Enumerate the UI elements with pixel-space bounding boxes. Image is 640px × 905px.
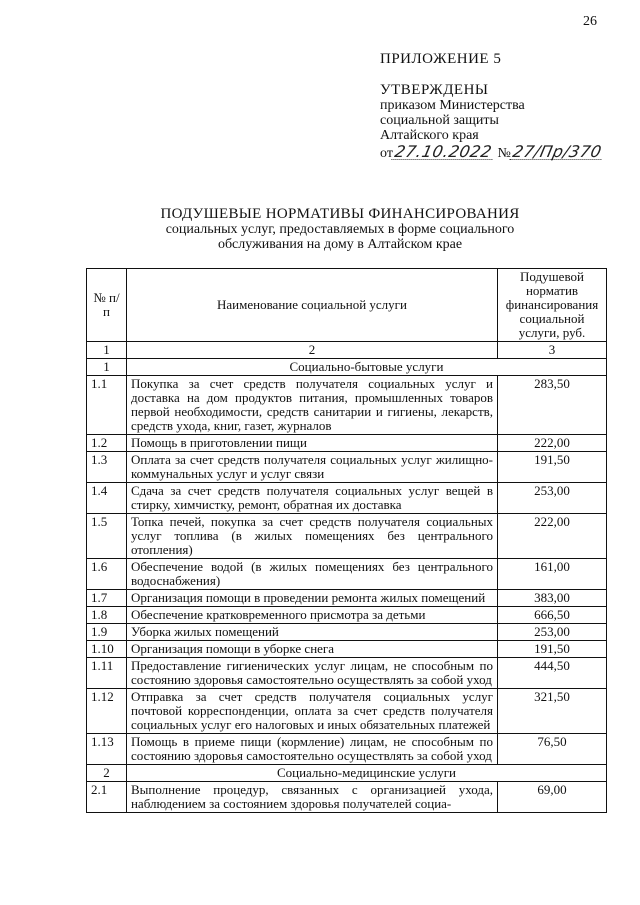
col-number-2: 2 xyxy=(126,342,497,359)
approved-label: УТВЕРЖДЕНЫ xyxy=(380,82,489,98)
services-table xyxy=(86,268,607,813)
row-number: 1.4 xyxy=(87,483,127,514)
service-name: Покупка за счет средств получателя социальных услуг и доставка на дом продуктов питания, промышленных товаров первой необходимости, средств санитарии и гигиены, лекарств, средств ухода, книг, газет, журналов xyxy=(126,376,497,435)
service-price: 69,00 xyxy=(498,782,607,813)
service-price: 76,50 xyxy=(498,734,607,765)
table-row xyxy=(87,435,607,452)
table-row xyxy=(87,658,607,689)
table-row xyxy=(87,782,607,813)
row-number: 1.6 xyxy=(87,559,127,590)
row-number: 1 xyxy=(87,359,127,376)
col-number-3: 3 xyxy=(498,342,607,359)
row-number: 2 xyxy=(87,765,127,782)
document-title xyxy=(120,207,560,252)
table-row xyxy=(87,483,607,514)
title-sub-1: социальных услуг, предоставляемых в форме социального xyxy=(165,222,515,237)
table-row xyxy=(87,607,607,624)
service-price: 383,00 xyxy=(498,590,607,607)
order-prefix: от xyxy=(380,146,393,161)
service-name: Помощь в приеме пищи (кормление) лицам, не способным по состоянию здоровья самостоятельно осуществлять за собой уход xyxy=(126,734,497,765)
row-number: 1.5 xyxy=(87,514,127,559)
section-title: Социально-бытовые услуги xyxy=(126,359,606,376)
table-row xyxy=(87,641,607,658)
row-number: 1.7 xyxy=(87,590,127,607)
service-name: Помощь в приготовлении пищи xyxy=(126,435,497,452)
row-number: 1.11 xyxy=(87,658,127,689)
table-row xyxy=(87,514,607,559)
row-number: 1.13 xyxy=(87,734,127,765)
table-header-row xyxy=(87,269,607,342)
table-row xyxy=(87,452,607,483)
service-price: 444,50 xyxy=(498,658,607,689)
row-number: 1.3 xyxy=(87,452,127,483)
service-name: Организация помощи в уборке снега xyxy=(126,641,497,658)
service-name: Обеспечение кратковременного присмотра за детьми xyxy=(126,607,497,624)
appendix-label: ПРИЛОЖЕНИЕ 5 xyxy=(380,51,502,67)
service-name: Сдача за счет средств получателя социальных услуг вещей в стирку, химчистку, ремонт, обратная их доставка xyxy=(126,483,497,514)
service-name: Обеспечение водой (в жилых помещениях без центрального водоснабжения) xyxy=(126,559,497,590)
service-price: 666,50 xyxy=(498,607,607,624)
col-number-1: 1 xyxy=(87,342,127,359)
service-name: Предоставление гигиенических услуг лицам, не способным по состоянию здоровья самостоятельно осуществлять за собой уход xyxy=(126,658,497,689)
section-title: Социально-медицинские услуги xyxy=(126,765,606,782)
table-row xyxy=(87,734,607,765)
service-price: 161,00 xyxy=(498,559,607,590)
service-name: Топка печей, покупка за счет средств получателя социальных услуг топлива (в жилых помещениях без центрального отопления) xyxy=(126,514,497,559)
service-name: Отправка за счет средств получателя социальных услуг почтовой корреспонденции, оплата за счет средств получателя социальных услуг его налоговых и иных обязательных платежей xyxy=(126,689,497,734)
column-numbers-row xyxy=(87,342,607,359)
service-price: 321,50 xyxy=(498,689,607,734)
order-number: 27/Пр/370 xyxy=(510,142,604,161)
row-number: 1.10 xyxy=(87,641,127,658)
table-row xyxy=(87,689,607,734)
row-number: 1.9 xyxy=(87,624,127,641)
service-name: Оплата за счет средств получателя социальных услуг жилищно-коммунальных услуг и услуг связи xyxy=(126,452,497,483)
order-date: 27.10.2022 xyxy=(393,142,494,161)
title-sub-2: обслуживания на дому в Алтайском крае xyxy=(217,237,463,252)
table-row xyxy=(87,376,607,435)
section-row xyxy=(87,359,607,376)
approval-block xyxy=(380,52,603,161)
header-num: № п/п xyxy=(87,269,127,342)
row-number: 1.2 xyxy=(87,435,127,452)
page-number: 26 xyxy=(583,14,597,29)
approval-line-2: социальной защиты xyxy=(380,113,499,128)
service-price: 222,00 xyxy=(498,435,607,452)
service-price: 191,50 xyxy=(498,452,607,483)
row-number: 2.1 xyxy=(87,782,127,813)
service-name: Организация помощи в проведении ремонта жилых помещений xyxy=(126,590,497,607)
order-line xyxy=(380,144,603,161)
table-row xyxy=(87,559,607,590)
service-price: 222,00 xyxy=(498,514,607,559)
service-price: 191,50 xyxy=(498,641,607,658)
approval-line-1: приказом Министерства xyxy=(380,98,525,113)
header-name: Наименование социальной услуги xyxy=(126,269,497,342)
service-price: 253,00 xyxy=(498,483,607,514)
row-number: 1.12 xyxy=(87,689,127,734)
table-row xyxy=(87,624,607,641)
header-price: Подушевой норматив финансирования социальной услуги, руб. xyxy=(498,269,607,342)
row-number: 1.1 xyxy=(87,376,127,435)
section-row xyxy=(87,765,607,782)
title-main: ПОДУШЕВЫЕ НОРМАТИВЫ ФИНАНСИРОВАНИЯ xyxy=(160,206,520,222)
service-price: 283,50 xyxy=(498,376,607,435)
service-name: Выполнение процедур, связанных с организацией ухода, наблюдением за состоянием здоровья получателей социа- xyxy=(126,782,497,813)
approval-line-3: Алтайского края xyxy=(380,128,479,143)
order-number-prefix: № xyxy=(497,146,511,161)
service-name: Уборка жилых помещений xyxy=(126,624,497,641)
table-row xyxy=(87,590,607,607)
row-number: 1.8 xyxy=(87,607,127,624)
service-price: 253,00 xyxy=(498,624,607,641)
